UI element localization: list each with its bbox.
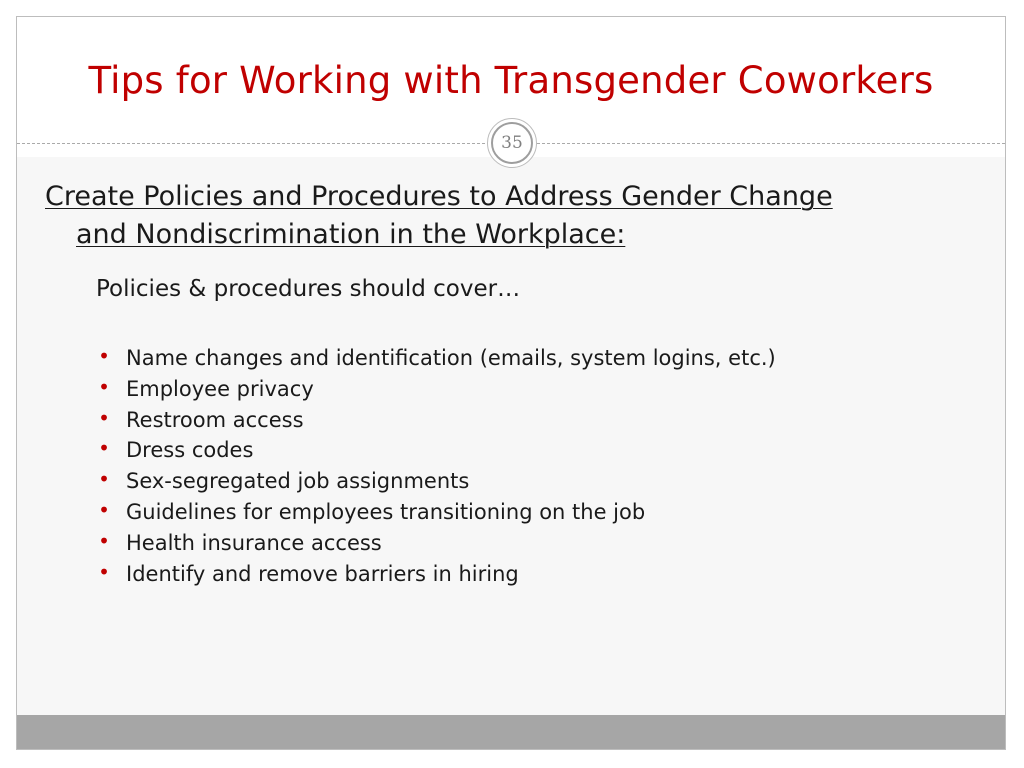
list-item [96, 435, 776, 466]
list-item [96, 343, 776, 374]
intro-text: Policies & procedures should cover… [96, 276, 521, 302]
bullet-dot-icon: • [98, 467, 110, 492]
heading-line-2-text: and Nondiscrimination in the Workplace: [76, 219, 626, 250]
list-item-text: Guidelines for employees transitioning on the job [126, 499, 646, 524]
bullet-dot-icon: • [98, 436, 110, 461]
list-item [96, 405, 776, 436]
bullet-dot-icon: • [98, 405, 110, 430]
list-item [96, 528, 776, 559]
bullet-dot-icon: • [98, 559, 110, 584]
slide-title: Tips for Working with Transgender Coworkers [88, 59, 934, 102]
slide [16, 16, 1006, 750]
list-item-text: Restroom access [126, 407, 304, 432]
list-item-text: Sex-segregated job assignments [126, 469, 470, 494]
list-item-text: Identify and remove barriers in hiring [126, 561, 519, 586]
list-item [96, 497, 776, 528]
section-heading [45, 178, 985, 254]
footer-bar [17, 715, 1005, 750]
heading-line-2 [45, 216, 985, 254]
list-item-text: Health insurance access [126, 530, 382, 555]
list-item-text: Dress codes [126, 438, 254, 463]
heading-line-1 [45, 178, 985, 216]
list-item-text: Employee privacy [126, 376, 314, 401]
list-item-text: Name changes and identification (emails, system logins, etc.) [126, 346, 776, 370]
bullet-dot-icon: • [98, 528, 110, 553]
page-number-badge [487, 118, 537, 168]
list-item [96, 559, 776, 590]
bullet-dot-icon: • [98, 374, 110, 399]
bullet-dot-icon: • [98, 497, 110, 522]
bullet-dot-icon: • [98, 344, 110, 368]
page-number: 35 [491, 122, 533, 164]
bullet-list [96, 343, 776, 589]
list-item [96, 374, 776, 405]
heading-line-1-text: Create Policies and Procedures to Address Gender Change [45, 181, 833, 212]
list-item [96, 466, 776, 497]
